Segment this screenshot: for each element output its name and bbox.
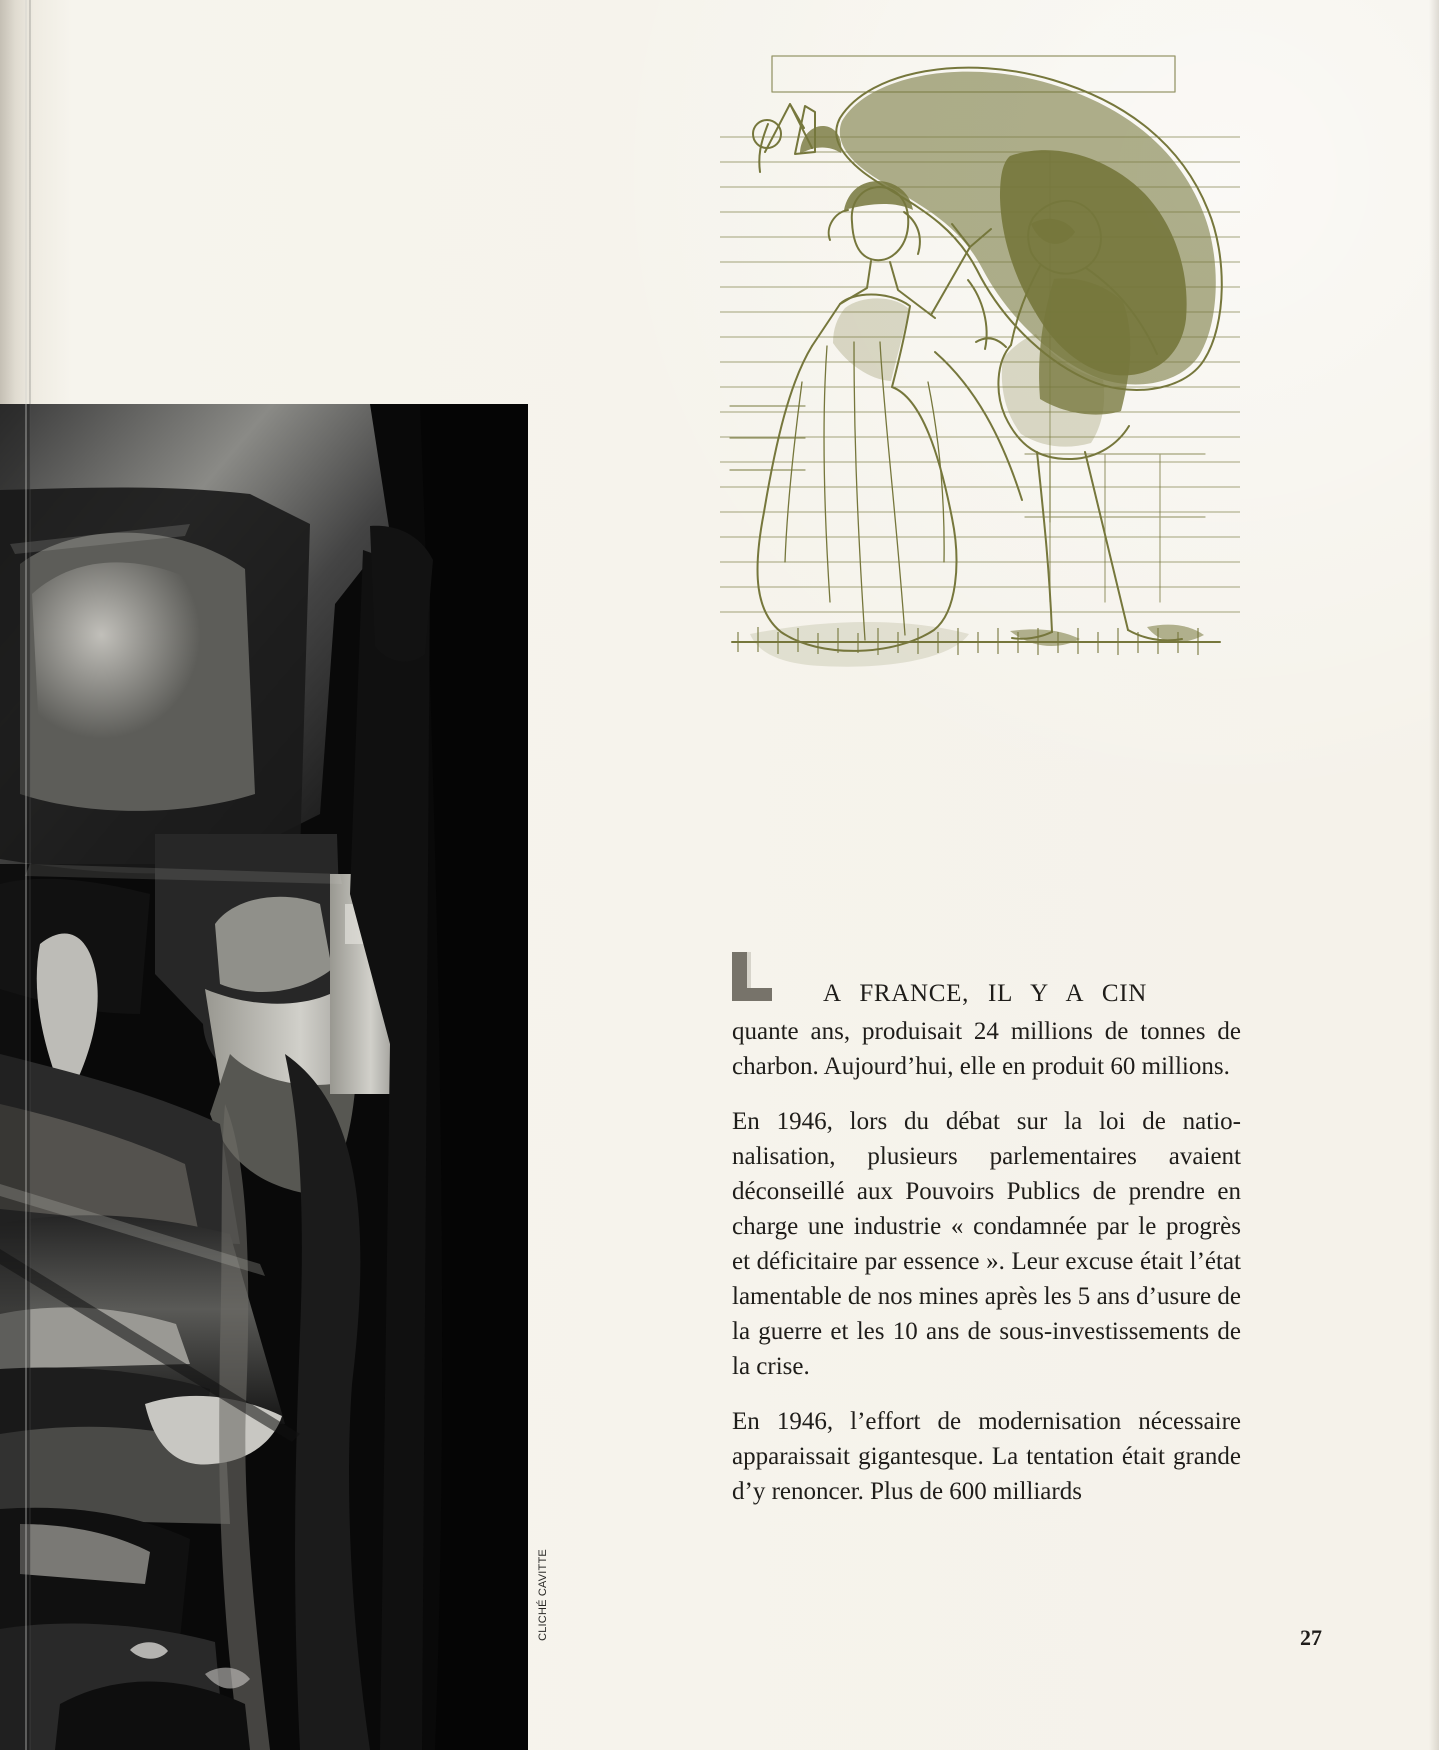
- coal-mine-photo-art: [0, 404, 528, 1750]
- engraving-illustration: [720, 42, 1240, 682]
- dropcap-letter: [732, 952, 772, 1001]
- coal-mine-photograph: [0, 404, 528, 1750]
- photo-credit-text: CLICHÉ CAVITTE: [537, 1549, 549, 1641]
- article-paragraph-2: En 1946, lors du débat sur la loi de natio-nalisation, plusieurs parlementaires avaient déconseillé aux Pouvoirs Publics de prendre en charge une industrie « condamnée par le progrès et déficitaire par essence ». Leur excuse était l’état lamentable de nos mines après les 5 ans d’usure de la guerre et les 10 ans de sous-investissements de la crise.: [732, 1108, 1241, 1380]
- photo-credit: [529, 1540, 557, 1650]
- coal-delivery-engraving: [720, 42, 1240, 682]
- article-body: [732, 948, 1241, 1568]
- article-paragraph-1: quante ans, produisait 24 millions de tonnes de charbon. Aujourd’hui, elle en produit 60 millions.: [732, 1018, 1241, 1080]
- article-opening-line: [823, 948, 1241, 1008]
- binding-stitch: [25, 0, 27, 1750]
- page-number: 27: [1300, 1625, 1322, 1650]
- right-page-edge: [1429, 0, 1439, 1750]
- article-lead: A FRANCE, IL Y A CIN: [823, 980, 1148, 1007]
- article-paragraph-3: En 1946, l’effort de modernisation nécessaire apparaissait gigantesque. La tentation était grande d’y renoncer. Plus de 600 milliards: [732, 1408, 1241, 1505]
